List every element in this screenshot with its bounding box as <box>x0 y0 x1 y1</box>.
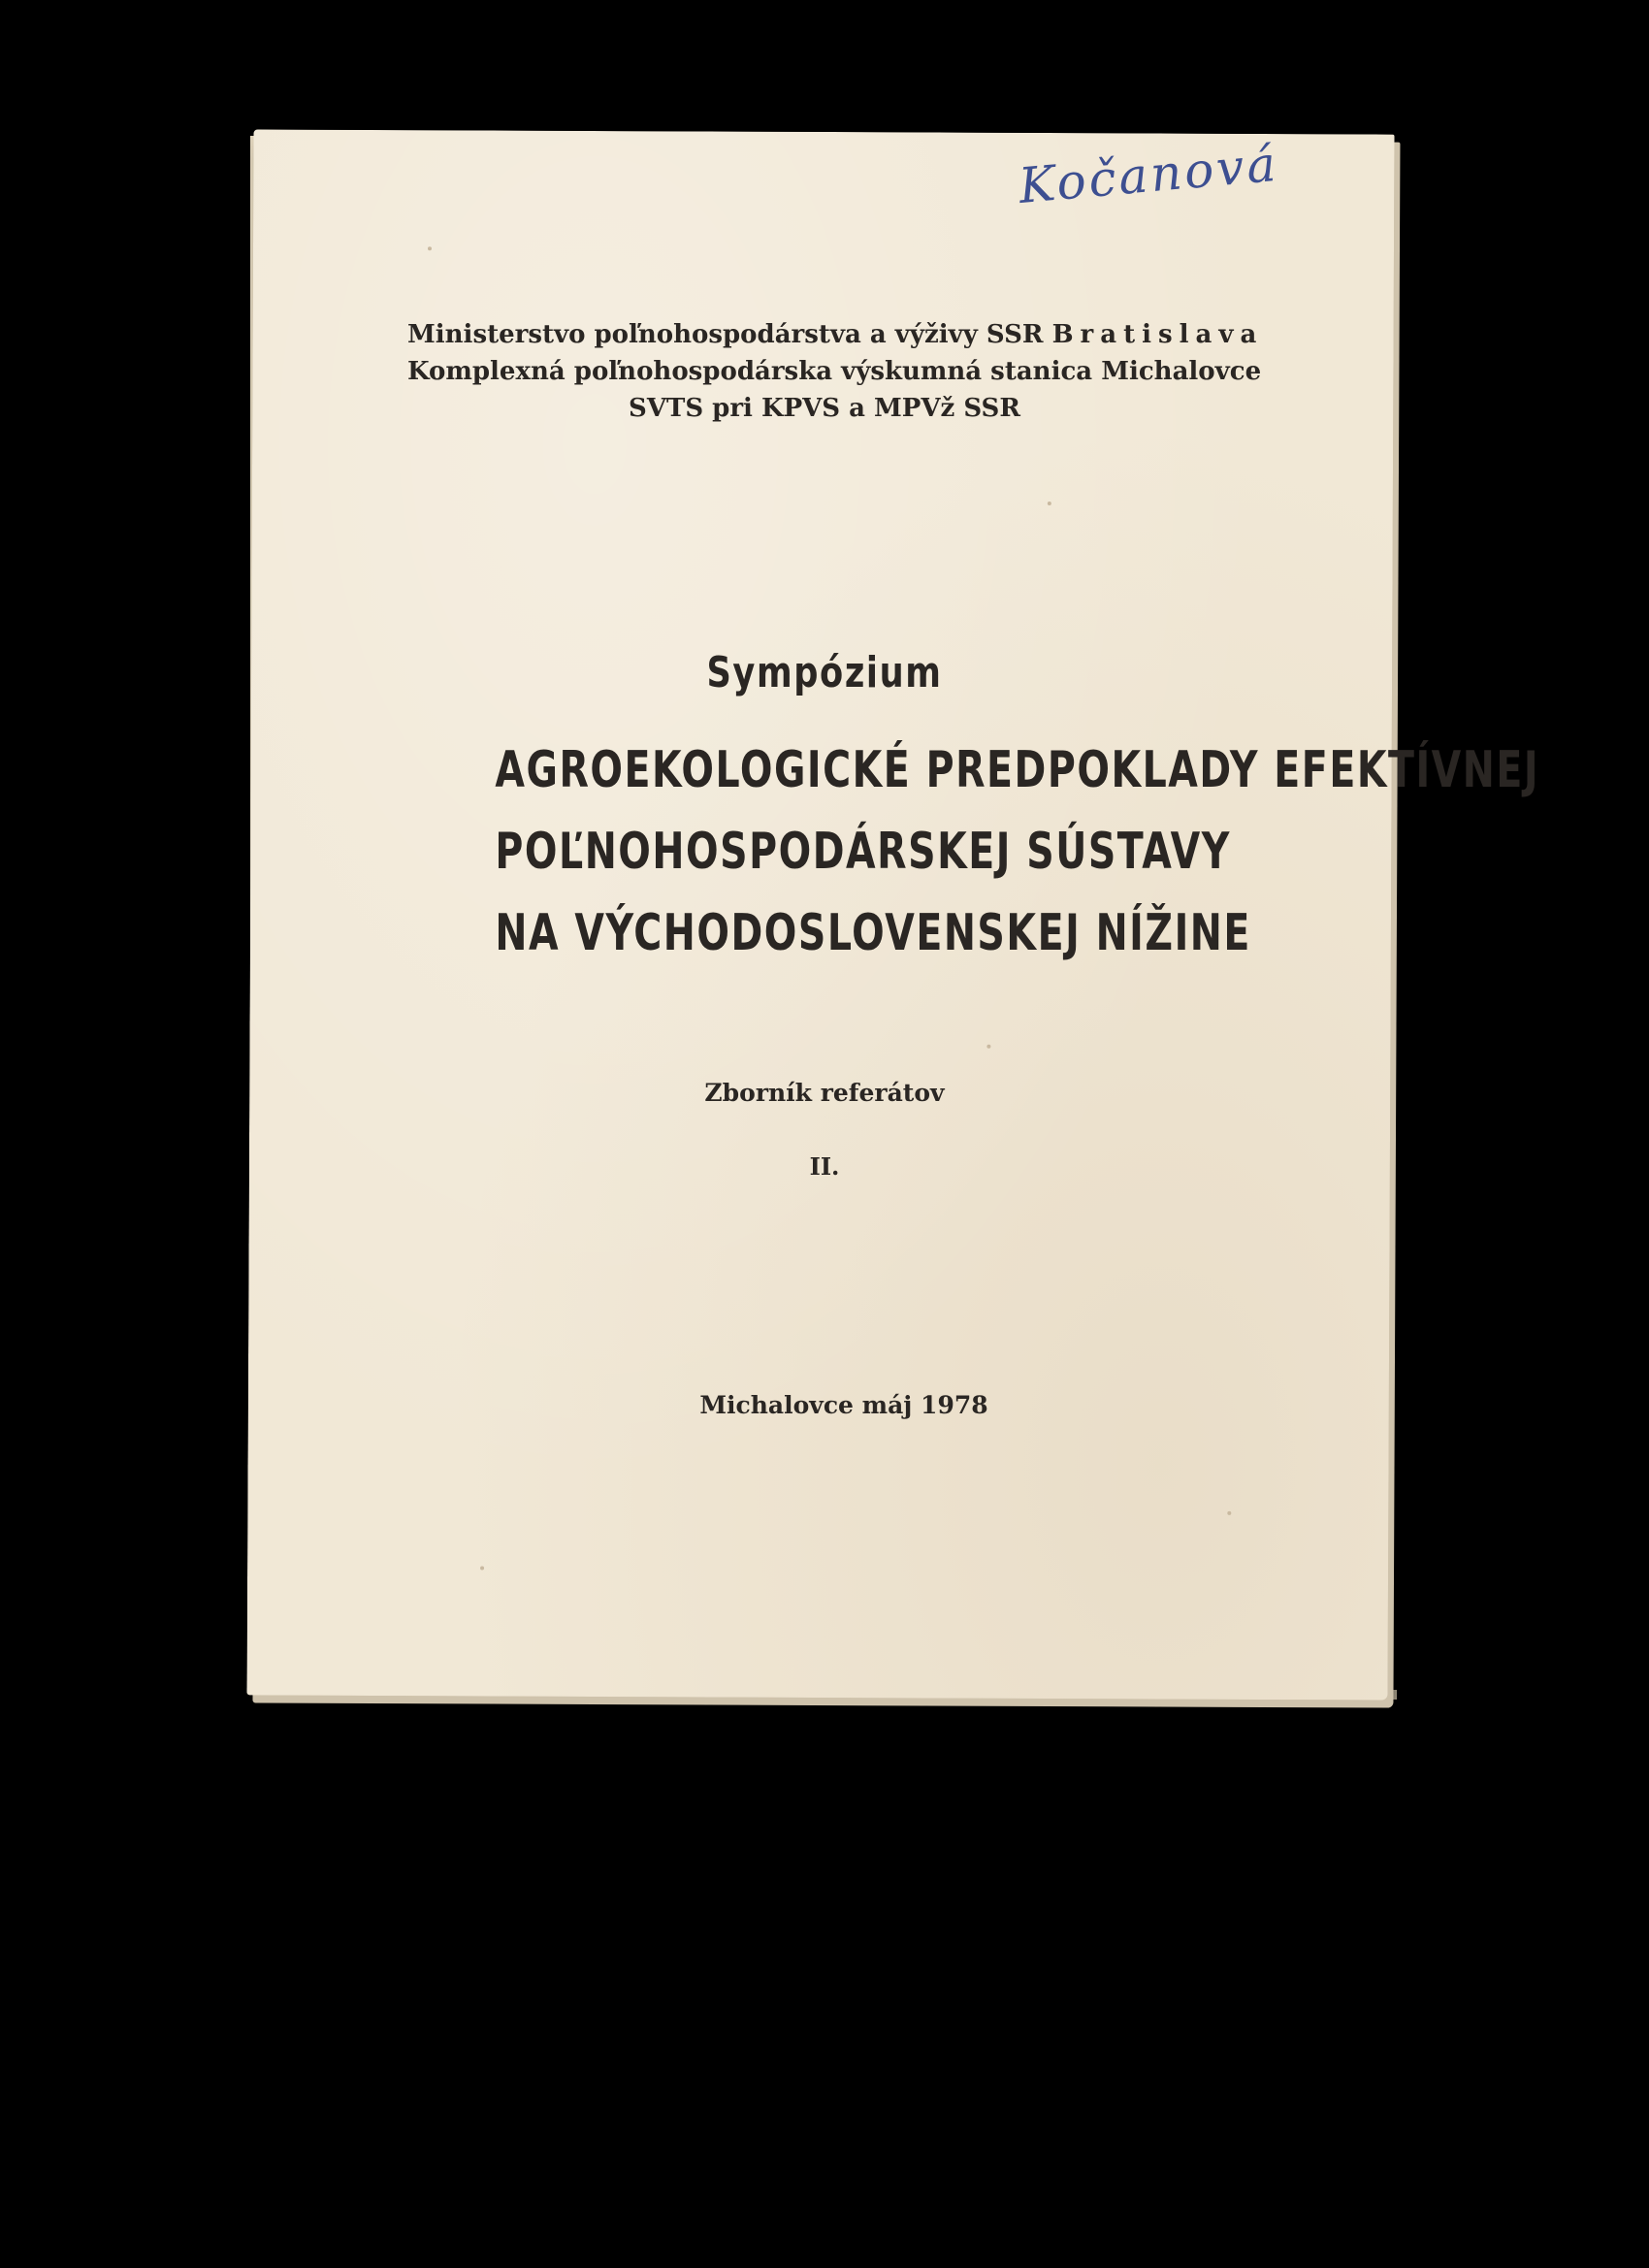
paper-speck <box>986 1045 990 1049</box>
header-line-station: Komplexná poľnohospodárska výskumná stanica Michalovce <box>407 357 1262 386</box>
ministry-city: Bratislava <box>1051 320 1264 349</box>
book-title <box>388 729 1540 974</box>
paper-speck <box>428 246 432 250</box>
paper-speck <box>1227 1511 1231 1515</box>
title-line-3: NA VÝCHODOSLOVENSKEJ NÍŽINE <box>495 904 1251 962</box>
proceedings-subtitle: Zborník referátov <box>704 1079 945 1107</box>
header-line-ministry <box>407 316 1264 353</box>
symposium-label: Sympózium <box>706 648 943 697</box>
volume-number: II. <box>809 1152 840 1181</box>
title-line-2: POĽNOHOSPODÁRSKEJ SÚSTAVY <box>495 823 1231 881</box>
title-line-1: AGROEKOLOGICKÉ PREDPOKLADY EFEKTÍVNEJ <box>495 741 1540 799</box>
handwritten-signature: Kočanová <box>1017 135 1281 214</box>
paper-speck <box>480 1566 484 1570</box>
ministry-name: Ministerstvo poľnohospodárstva a výživy SSR <box>407 320 1044 349</box>
header-line-svts: SVTS pri KPVS a MPVž SSR <box>629 394 1020 423</box>
paper-speck <box>1048 502 1051 505</box>
place-and-date: Michalovce máj 1978 <box>699 1391 988 1419</box>
publisher-header <box>407 316 1264 427</box>
